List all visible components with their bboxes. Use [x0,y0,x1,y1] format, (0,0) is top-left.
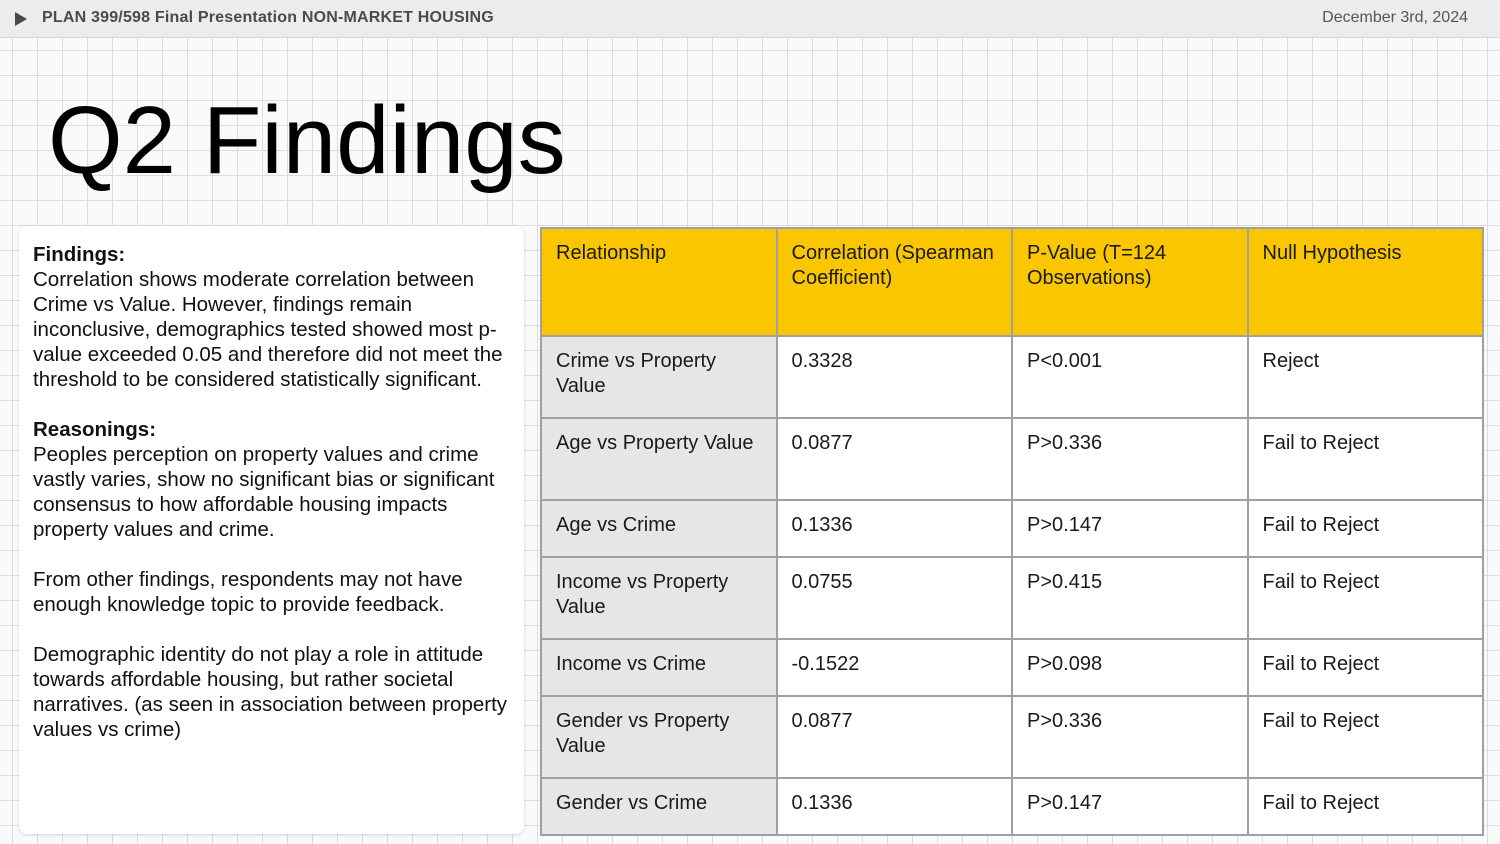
correlation-cell: 0.1336 [777,500,1013,557]
p-value-cell: P>0.147 [1012,778,1248,835]
correlation-cell: -0.1522 [777,639,1013,696]
null-hypothesis-cell: Fail to Reject [1248,639,1484,696]
knowledge-paragraph [33,567,510,617]
relationship-cell: Gender vs Property Value [541,696,777,778]
knowledge-text: From other findings, respondents may not have enough knowledge topic to provide feedback. [33,568,463,616]
correlation-cell: 0.3328 [777,336,1013,418]
findings-section [33,242,510,392]
header-p-value: P-Value (T=124 Observations) [1012,228,1248,336]
correlation-cell: 0.1336 [777,778,1013,835]
table-header-row [541,228,1483,336]
p-value-cell: P>0.098 [1012,639,1248,696]
header-relationship: Relationship [541,228,777,336]
table-row [541,639,1483,696]
table-row [541,778,1483,835]
header-null-hypothesis: Null Hypothesis [1248,228,1484,336]
correlation-cell: 0.0877 [777,418,1013,500]
table-row [541,557,1483,639]
null-hypothesis-cell: Reject [1248,336,1484,418]
presentation-date: December 3rd, 2024 [1322,9,1468,26]
p-value-cell: P<0.001 [1012,336,1248,418]
table-row [541,418,1483,500]
table-row [541,696,1483,778]
null-hypothesis-cell: Fail to Reject [1248,557,1484,639]
play-icon[interactable] [15,12,27,26]
demographic-text: Demographic identity do not play a role in attitude towards affordable housing, but rather societal narratives. (as seen in association between property values vs crime) [33,643,508,741]
null-hypothesis-cell: Fail to Reject [1248,418,1484,500]
reasonings-heading: Reasonings: [33,418,157,441]
relationship-cell: Income vs Property Value [541,557,777,639]
slide-title: Q2 Findings [48,87,566,194]
p-value-cell: P>0.415 [1012,557,1248,639]
relationship-cell: Age vs Crime [541,500,777,557]
null-hypothesis-cell: Fail to Reject [1248,696,1484,778]
deck-title: PLAN 399/598 Final Presentation NON-MARKET HOUSING [42,9,494,26]
findings-text: Correlation shows moderate correlation between Crime vs Value. However, findings remain inconclusive, demographics tested showed most p-value exceeded 0.05 and therefore did not meet the threshold to be considered statistically significant. [33,268,503,391]
null-hypothesis-cell: Fail to Reject [1248,500,1484,557]
table-row [541,336,1483,418]
null-hypothesis-cell: Fail to Reject [1248,778,1484,835]
correlation-results-table [540,227,1484,836]
correlation-cell: 0.0877 [777,696,1013,778]
findings-heading: Findings: [33,243,126,266]
reasonings-text: Peoples perception on property values and crime vastly varies, show no significant bias or significant consensus to how affordable housing impacts property values and crime. [33,443,495,541]
relationship-cell: Gender vs Crime [541,778,777,835]
relationship-cell: Income vs Crime [541,639,777,696]
findings-card [19,226,524,834]
table-row [541,500,1483,557]
reasonings-section [33,417,510,542]
header-correlation: Correlation (Spearman Coefficient) [777,228,1013,336]
presentation-header-bar [0,0,1500,38]
demographic-paragraph [33,642,510,742]
relationship-cell: Crime vs Property Value [541,336,777,418]
p-value-cell: P>0.336 [1012,696,1248,778]
correlation-cell: 0.0755 [777,557,1013,639]
p-value-cell: P>0.336 [1012,418,1248,500]
p-value-cell: P>0.147 [1012,500,1248,557]
relationship-cell: Age vs Property Value [541,418,777,500]
